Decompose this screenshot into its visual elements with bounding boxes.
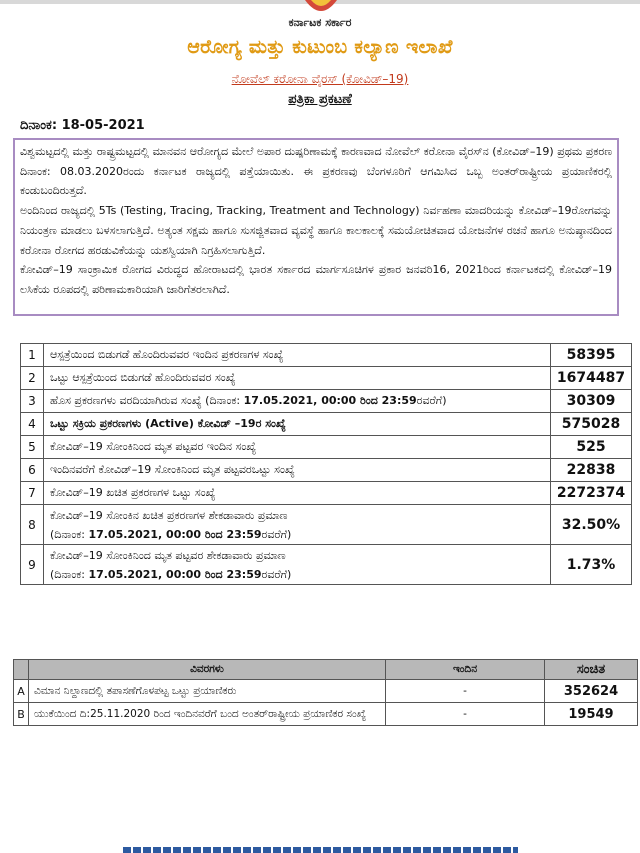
row-number: 2 bbox=[21, 367, 44, 390]
table-row bbox=[14, 703, 638, 726]
row-label: ಒಟ್ಟು ಸಕ್ರಿಯ ಪ್ರಕರಣಗಳು (Active) ಕೋವಿಡ್ –19ರ ಸಂಖ್ಯೆ bbox=[44, 413, 551, 436]
table-row bbox=[21, 390, 632, 413]
row-number: 3 bbox=[21, 390, 44, 413]
release-date bbox=[20, 118, 145, 133]
row-label: ವಿಮಾನ ನಿಲ್ದಾಣದಲ್ಲಿ ತಪಾಸಣೆಗೊಳಪಟ್ಟ ಒಟ್ಟು ಪ್ರಯಾಣಿಕರು bbox=[29, 680, 386, 703]
row-number: 7 bbox=[21, 482, 44, 505]
stats-table bbox=[20, 343, 632, 585]
header-cumulative: ಸಂಚಿತ bbox=[545, 660, 638, 680]
row-label: ಒಟ್ಟು ಆಸ್ಪತ್ರೆಯಿಂದ ಬಿಡುಗಡೆ ಹೊಂದಿರುವವರ ಸಂಖ್ಯೆ bbox=[44, 367, 551, 390]
row-number: 8 bbox=[21, 505, 44, 545]
row-value: 525 bbox=[551, 436, 632, 459]
row-label: ಹೊಸ ಪ್ರಕರಣಗಳು ವರದಿಯಾಗಿರುವ ಸಂಖ್ಯೆ (ದಿನಾಂಕ: 17.05.2021, 00:00 ರಿಂದ 23:59ರವರೆಗೆ) bbox=[44, 390, 551, 413]
row-label: ಯುಕೆಯಿಂದ ದಿ:25.11.2020 ರಿಂದ ಇಂದಿನವರೆಗೆ ಬಂದ ಅಂತರ್‌ರಾಷ್ಟ್ರೀಯ ಪ್ರಯಾಣಿಕರ ಸಂಖ್ಯೆ bbox=[29, 703, 386, 726]
row-cumulative: 352624 bbox=[545, 680, 638, 703]
table-row bbox=[21, 459, 632, 482]
table-row bbox=[21, 367, 632, 390]
row-today: - bbox=[386, 703, 545, 726]
press-release-heading: ಪತ್ರಿಕಾ ಪ್ರಕಟಣೆ bbox=[288, 92, 352, 107]
row-number: 4 bbox=[21, 413, 44, 436]
intro-box bbox=[13, 138, 619, 316]
row-label: ಕೋವಿಡ್–19 ಸೋಂಕಿನಿಂದ ಮೃತ ಪಟ್ಟವರ ಶೇಕಡಾವಾರು ಪ್ರಮಾಣ (ದಿನಾಂಕ: 17.05.2021, 00:00 ರಿಂದ 23:59ರವರೆಗೆ) bbox=[44, 545, 551, 585]
bottom-banner-strip bbox=[123, 847, 518, 853]
header-id bbox=[14, 660, 29, 680]
row-id: B bbox=[14, 703, 29, 726]
row-value: 30309 bbox=[551, 390, 632, 413]
header-details: ವಿವರಗಳು bbox=[29, 660, 386, 680]
row-value: 2272374 bbox=[551, 482, 632, 505]
row-value: 1.73% bbox=[551, 545, 632, 585]
table-row bbox=[21, 505, 632, 545]
row-number: 9 bbox=[21, 545, 44, 585]
table-row bbox=[21, 413, 632, 436]
table-header-row bbox=[14, 660, 638, 680]
row-label: ಕೋವಿಡ್–19 ಖಚಿತ ಪ್ರಕರಣಗಳ ಒಟ್ಟು ಸಂಖ್ಯೆ bbox=[44, 482, 551, 505]
intro-paragraph-3: ಕೋವಿಡ್–19 ಸಾಂಕ್ರಾಮಿಕ ರೋಗದ ವಿರುದ್ಧದ ಹೋರಾಟದಲ್ಲಿ ಭಾರತ ಸರ್ಕಾರದ ಮಾರ್ಗಸೂಚಿಗಳ ಪ್ರಕಾರ ಜನವರಿ16, 2021ರಿಂದ ಕರ್ನಾಟಕದಲ್ಲಿ ಕೋವಿಡ್–19 ಲಸಿಕೆಯ ರೂಪದಲ್ಲಿ ಪರಿಣಾಮಕಾರಿಯಾಗಿ ಜಾರಿಗೆತರಲಾಗಿದೆ. bbox=[20, 263, 612, 296]
row-id: A bbox=[14, 680, 29, 703]
travel-table bbox=[13, 659, 638, 726]
subtitle: ನೋವೆಲ್ ಕರೋನಾ ವೈರಸ್ (ಕೋವಿಡ್–19) bbox=[231, 72, 409, 86]
row-number: 5 bbox=[21, 436, 44, 459]
intro-paragraph-1: ವಿಶ್ವಮಟ್ಟದಲ್ಲಿ ಮತ್ತು ರಾಷ್ಟ್ರಮಟ್ಟದಲ್ಲಿ ಮಾನವನ ಆರೋಗ್ಯದ ಮೇಲೆ ಅಪಾರ ದುಷ್ಪರಿಣಾಮಕ್ಕೆ ಕಾರಣವಾದ ನೋವೆಲ್ ಕರೋನಾ ವೈರಸ್‌ನ (ಕೋವಿಡ್–19) ಪ್ರಥಮ ಪ್ರಕರಣ ದಿನಾಂಕ: 08.03.2020ರಂದು ಕರ್ನಾಟಕ ರಾಜ್ಯದಲ್ಲಿ ಪತ್ತೆಯಾಯಿತು. ಈ ಪ್ರಕರಣವು ಬೆಂಗಳೂರಿಗೆ ಆಗಮಿಸಿದ ಒಬ್ಬ ಅಂತರ್‌ರಾಷ್ಟ್ರೀಯ ಪ್ರಯಾಣಿಕರಲ್ಲಿ ಕಂಡುಬಂದಿರುತ್ತದೆ. bbox=[20, 145, 612, 198]
table-row bbox=[21, 482, 632, 505]
state-emblem-icon bbox=[301, 0, 341, 16]
row-number: 6 bbox=[21, 459, 44, 482]
date-value: 18-05-2021 bbox=[61, 118, 145, 133]
intro-paragraph-2: ಅಂದಿನಿಂದ ರಾಜ್ಯದಲ್ಲಿ 5Ts (Testing, Tracing, Tracking, Treatment and Technology) ನಿರ್ವಹಣಾ ಮಾದರಿಯನ್ನು ಕೋವಿಡ್–19ರೋಗವನ್ನು ನಿಯಂತ್ರಣ ಮಾಡಲು ಬಳಸಲಾಗುತ್ತಿದೆ. ಅತ್ಯಂತ ಸಕ್ಷಮ ಹಾಗೂ ಸುಸಜ್ಜಿತವಾದ ವ್ಯವಸ್ಥೆ ಹಾಗೂ ಕಾಲಕಾಲಕ್ಕೆ ಸಮಯೋಚಿತವಾದ ಯೋಜನೆಗಳ ರಚನೆ ಹಾಗೂ ಅನುಷ್ಠಾನದಿಂದ ಕರೋನಾ ರೋಗದ ಹರಡುವಿಕೆಯನ್ನು ಯಶಸ್ವಿಯಾಗಿ ನಿಗ್ರಹಿಸಲಾಗುತ್ತಿದೆ. bbox=[20, 204, 612, 257]
header-today: ಇಂದಿನ bbox=[386, 660, 545, 680]
row-value: 1674487 bbox=[551, 367, 632, 390]
row-label: ಕೋವಿಡ್–19 ಸೋಂಕಿನಿಂದ ಮೃತ ಪಟ್ಟವರ ಇಂದಿನ ಸಂಖ್ಯೆ bbox=[44, 436, 551, 459]
table-row bbox=[21, 436, 632, 459]
date-label: ದಿನಾಂಕ: bbox=[20, 118, 58, 133]
department-title: ಆರೋಗ್ಯ ಮತ್ತು ಕುಟುಂಬ ಕಲ್ಯಾಣ ಇಲಾಖೆ bbox=[187, 36, 453, 58]
row-cumulative: 19549 bbox=[545, 703, 638, 726]
row-value: 58395 bbox=[551, 344, 632, 367]
row-value: 575028 bbox=[551, 413, 632, 436]
row-value: 32.50% bbox=[551, 505, 632, 545]
row-value: 22838 bbox=[551, 459, 632, 482]
government-name: ಕರ್ನಾಟಕ ಸರ್ಕಾರ bbox=[288, 16, 352, 29]
table-row bbox=[21, 545, 632, 585]
row-today: - bbox=[386, 680, 545, 703]
row-label: ಆಸ್ಪತ್ರೆಯಿಂದ ಬಿಡುಗಡೆ ಹೊಂದಿರುವವರ ಇಂದಿನ ಪ್ರಕರಣಗಳ ಸಂಖ್ಯೆ bbox=[44, 344, 551, 367]
row-label: ಇಂದಿನವರೆಗೆ ಕೋವಿಡ್–19 ಸೋಂಕಿನಿಂದ ಮೃತ ಪಟ್ಟವರಒಟ್ಟು ಸಂಖ್ಯೆ bbox=[44, 459, 551, 482]
row-label: ಕೋವಿಡ್–19 ಸೋಂಕಿನ ಖಚಿತ ಪ್ರಕರಣಗಳ ಶೇಕಡಾವಾರು ಪ್ರಮಾಣ (ದಿನಾಂಕ: 17.05.2021, 00:00 ರಿಂದ 23:59ರವರೆಗೆ) bbox=[44, 505, 551, 545]
table-row bbox=[21, 344, 632, 367]
table-row bbox=[14, 680, 638, 703]
row-number: 1 bbox=[21, 344, 44, 367]
